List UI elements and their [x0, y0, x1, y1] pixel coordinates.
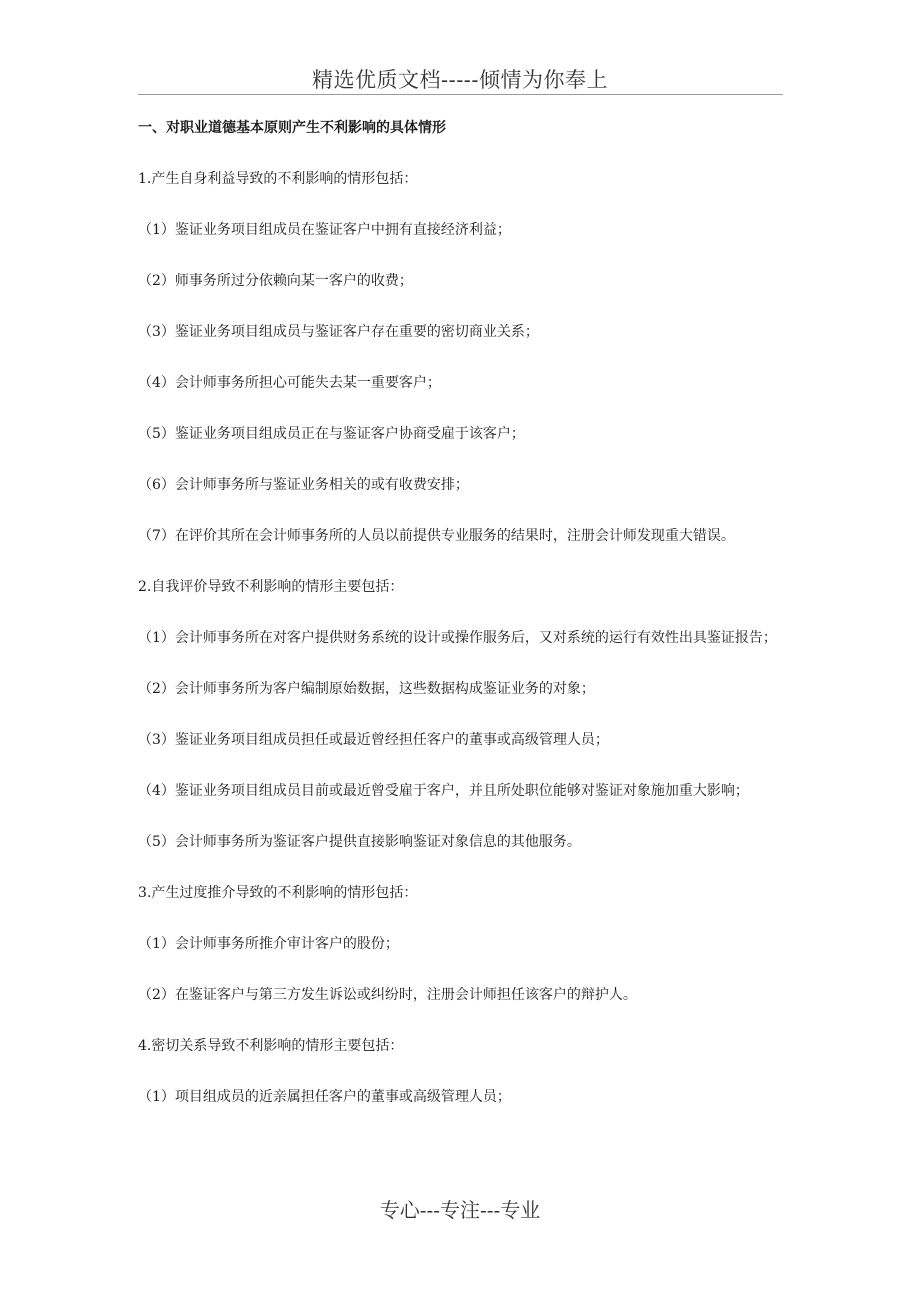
paragraph: （4）鉴证业务项目组成员目前或最近曾受雇于客户，并且所处职位能够对鉴证对象施加重大影响；	[138, 783, 749, 799]
page-header: 精选优质文档-----倾情为你奉上	[312, 68, 608, 92]
paragraph: （1）会计师事务所推介审计客户的股份；	[138, 936, 399, 952]
paragraph: 1.产生自身利益导致的不利影响的情形包括：	[138, 171, 418, 187]
paragraph: （2）师事务所过分依赖向某一客户的收费；	[138, 273, 413, 289]
paragraph: （1）项目组成员的近亲属担任客户的董事或高级管理人员；	[138, 1089, 511, 1105]
paragraph: （3）鉴证业务项目组成员与鉴证客户存在重要的密切商业关系；	[138, 324, 539, 340]
section-heading: 一、对职业道德基本原则产生不利影响的具体情形	[138, 120, 446, 136]
paragraph: （1）会计师事务所在对客户提供财务系统的设计或操作服务后，又对系统的运行有效性出具鉴证报告；	[138, 630, 777, 646]
paragraph: 4.密切关系导致不利影响的情形主要包括：	[138, 1038, 404, 1054]
page-footer: 专心---专注---专业	[379, 1198, 541, 1222]
document-body	[138, 114, 783, 1134]
paragraph: （5）会计师事务所为鉴证客户提供直接影响鉴证对象信息的其他服务。	[138, 834, 581, 850]
paragraph: （5）鉴证业务项目组成员正在与鉴证客户协商受雇于该客户；	[138, 426, 525, 442]
paragraph: （1）鉴证业务项目组成员在鉴证客户中拥有直接经济利益；	[138, 222, 511, 238]
paragraph: （3）鉴证业务项目组成员担任或最近曾经担任客户的董事或高级管理人员；	[138, 732, 609, 748]
paragraph: （4）会计师事务所担心可能失去某一重要客户；	[138, 375, 441, 391]
paragraph: （2）在鉴证客户与第三方发生诉讼或纠纷时，注册会计师担任该客户的辩护人。	[138, 987, 637, 1003]
paragraph-list	[138, 165, 783, 1111]
paragraph: （2）会计师事务所为客户编制原始数据，这些数据构成鉴证业务的对象；	[138, 681, 595, 697]
paragraph: （7）在评价其所在会计师事务所的人员以前提供专业服务的结果时，注册会计师发现重大错误。	[138, 528, 735, 544]
paragraph: （6）会计师事务所与鉴证业务相关的或有收费安排；	[138, 477, 469, 493]
paragraph: 3.产生过度推介导致的不利影响的情形包括：	[138, 885, 418, 901]
paragraph: 2.自我评价导致不利影响的情形主要包括：	[138, 579, 404, 595]
header-divider	[138, 94, 783, 95]
